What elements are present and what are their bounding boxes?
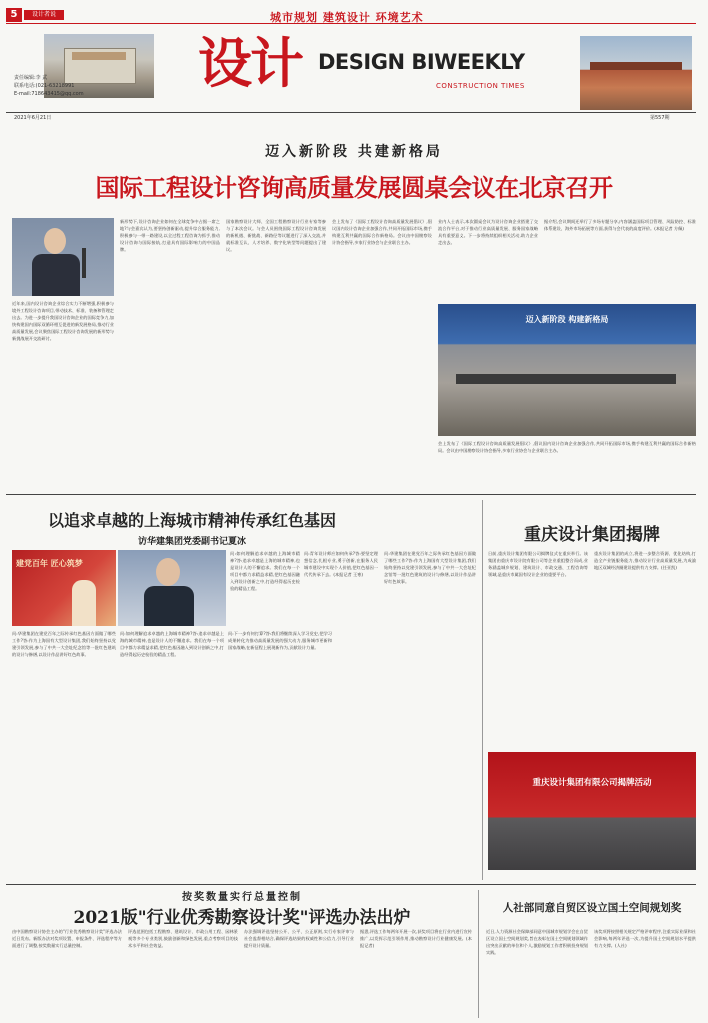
meeting-banner: 迈入新阶段 构建新格局 bbox=[525, 315, 609, 324]
lead-bottom-rule bbox=[6, 494, 696, 495]
lead-col-2: 新形势下,设计咨询企业如何在全球竞争中占据一席之地?与会嘉宾认为,要坚持创新驱动,提升综合服务能力,积极参与一带一路建设,以全过程工程咨询为抓手,推动设计咨询与国际接轨,打造具有国际影响力的中国品牌。 bbox=[120, 219, 220, 252]
shanghai-col-2: 问:如何理解追求卓越的上海城市精神?答:追求卓越是上海的城市精神,也是设计人的不懈追求。我们在每一个项目中都力求精益求精,把红色基因融入到设计创新之中,打造经得起历史检验的精品工程。 bbox=[120, 631, 224, 657]
shanghai-subtitle: 访华建集团党委副书记夏冰 bbox=[137, 537, 246, 547]
shanghai-col-5: 问:华建集团在建党百年之际传承红色基因方面做了哪些工作?答:作为上海国有大型设计集团,我们始终坚持以党建引领发展,参与了中共一大会址纪念馆等一批红色建筑的设计与修缮,以设计作品讲好红色故事。 bbox=[384, 551, 476, 584]
logo-en: DESIGN BIWEEKLY bbox=[318, 50, 525, 74]
shanghai-intro: 问:如何理解追求卓越的上海城市精神?答:追求卓越是上海的城市精神,也是设计人的不懈追求。我们在每一个项目中都力求精益求精,把红色基因融入到设计创新之中,打造经得起历史检验的精品工程。 bbox=[230, 551, 300, 591]
chongqing-headline: 重庆设计集团揭牌 bbox=[524, 525, 660, 545]
award-col-4: 据悉,评选工作每两年开展一次,获奖项目将在行业内进行宣传推广,以发挥示范引领作用,推动勘察设计行业健康发展。(本报记者) bbox=[360, 929, 472, 948]
mohrss-col-1: 近日,人力资源社会保障部同意中国城市规划学会在自贸区设立国土空间规划奖,旨在表彰在国土空间规划领域作出突出贡献的单位和个人,激励规划工作者积极投身规划实践。 bbox=[486, 929, 588, 955]
lead-photo-meeting bbox=[438, 304, 696, 436]
lead-col-7: 会上发布了《国际工程设计咨询高质量发展倡议》,倡议国内设计咨询企业加强合作,共同开拓国际市场,携手构建互利共赢的国际合作新格局。会议由中国勘察设计协会指导,多家行业协会与企业联合主办。 bbox=[438, 441, 696, 453]
bottom-section-rule bbox=[6, 884, 696, 885]
issue-date: 2021年6月21日 bbox=[14, 115, 52, 121]
mohrss-col-2: 该奖项将按照相关规定严格评审程序,注重实际业绩和社会影响,每两年评选一次,为提升国土空间规划水平提供有力支撑。(人社) bbox=[594, 929, 696, 948]
lead-col-6: 据介绍,会议期间还举行了多场专题分享,内容涵盖国际项目管理、风险防控、标准体系建设、海外市场拓展等方面,获得与会代表的高度评价。(本报记者 方佩) bbox=[544, 219, 696, 231]
chongqing-col-2: 重庆设计集团的成立,将进一步整合资源、优化结构,打造全产业链服务能力,推动设计行业高质量发展,为成渝地区双城经济圈建设提供有力支撑。(任亚凯) bbox=[594, 551, 696, 570]
page-tag: 设计者说 bbox=[24, 10, 64, 20]
award-kicker: 按奖数量实行总量控制 bbox=[182, 892, 302, 903]
shanghai-poster-photo bbox=[12, 550, 116, 626]
lead-photo-speaker bbox=[12, 218, 114, 296]
shanghai-col-3: 问:下一步有何打算?答:我们将继续深入学习党史,把学习成果转化为推动高质量发展的强大动力,服务城市更新和国家战略,在新征程上展现新作为,贡献设计力量。 bbox=[228, 631, 332, 650]
lead-col-4: 会上发布了《国际工程设计咨询高质量发展倡议》,倡议国内设计咨询企业加强合作,共同开拓国际市场,携手构建互利共赢的国际合作新格局。会议由中国勘察设计协会指导,多家行业协会与企业联合主办。 bbox=[332, 219, 432, 245]
logo-sub: CONSTRUCTION TIMES bbox=[436, 82, 525, 90]
lead-kicker: 迈入新阶段 共建新格局 bbox=[265, 144, 443, 160]
masthead-photo-right bbox=[580, 36, 692, 110]
logo-cn: 设计 bbox=[198, 32, 302, 95]
chongqing-col-1: 日前,重庆设计集团有限公司揭牌仪式在重庆举行。该集团由重庆市设计院有限公司等企业重组整合而成,业务涵盖城乡规划、建筑设计、市政交通、工程咨询等领域,是重庆市属国有设计企业的重要平台。 bbox=[488, 551, 588, 577]
lead-headline: 国际工程设计咨询高质量发展圆桌会议在北京召开 bbox=[95, 174, 613, 202]
mohrss-headline: 人社部同意自贸区设立国土空间规划奖 bbox=[502, 902, 682, 914]
page-number: 5 bbox=[10, 9, 18, 20]
section-divider bbox=[482, 500, 483, 880]
date-rule bbox=[6, 112, 696, 113]
lead-col-1: 近年来,国内设计咨询企业综合实力不断增强,积极参与境外工程设计咨询项目,带动技术、标准、装备和管理走出去。为进一步提升我国设计咨询企业的国际竞争力,加快构建国内国际双循环相互促进的新发展格局,推动行业高质量发展,会议聚焦国际工程设计咨询发展的新形势与新挑战展开交流研讨。 bbox=[12, 301, 114, 341]
shanghai-col-1: 问:华建集团在建党百年之际传承红色基因方面做了哪些工作?答:作为上海国有大型设计集团,我们始终坚持以党建引领发展,参与了中共一大会址纪念馆等一批红色建筑的设计与修缮,以设计作品讲好红色故事。 bbox=[12, 631, 116, 657]
award-col-3: 办法强调评选坚持公开、公平、公正原则,实行专家评审与社会监督相结合,确保评选结果的权威性和公信力,引导行业提升设计质量。 bbox=[244, 929, 354, 948]
editor-info: 责任编辑:李 武 联系电话:(021-63218991 E-mail:718643415@qq.com bbox=[14, 75, 84, 97]
page-number-badge bbox=[6, 8, 22, 22]
issue-number: 第557期 bbox=[650, 115, 670, 121]
lead-col-5: 业内人士表示,本次圆桌会议为设计咨询企业搭建了交流合作平台,对于推动行业高质量发展、服务国家战略具有重要意义。下一步将持续组织相关活动,助力企业走出去。 bbox=[438, 219, 538, 245]
shanghai-portrait-photo bbox=[118, 550, 226, 626]
bottom-divider bbox=[478, 890, 479, 1018]
award-col-2: 评选范围包括工程勘察、建筑设计、市政公用工程、园林景观等多个专业类别,鼓励创新和绿色发展,重点考察项目的技术水平和社会效益。 bbox=[128, 929, 238, 948]
shanghai-headline: 以追求卓越的上海城市精神传承红色基因 bbox=[47, 511, 336, 530]
poster-text: 建党百年 匠心筑梦 bbox=[16, 559, 83, 568]
shanghai-col-4: 问:青年设计师应如何传承?答:要坚定理想信念,扎根专业,勇于创新,在服务人民城市建设中实现个人价值,把红色基因一代代传承下去。(本报记者 王寒) bbox=[304, 551, 378, 577]
chongqing-ceremony-photo bbox=[488, 752, 696, 870]
lead-col-3: 国家勘察设计大师、全国工程勘察设计行业专家等参与了本次会议。与会人员围绕国际工程设计咨询发展的新机遇、新挑战、新路径等议题进行了深入交流,并就标准互认、人才培养、数字化转型等问题提出了建议。 bbox=[226, 219, 326, 252]
award-col-1: 由中国勘察设计协会主办的"行业优秀勘察设计奖"评选办法近日发布。新版办法对奖项设置、申报条件、评选程序等方面进行了调整,按奖数量实行总量控制。 bbox=[12, 929, 122, 948]
slogan: 城市规划 建筑设计 环境艺术 bbox=[270, 11, 424, 24]
award-headline: 2021版"行业优秀勘察设计奖"评选办法出炉 bbox=[73, 908, 411, 928]
ceremony-banner: 重庆设计集团有限公司揭牌活动 bbox=[532, 778, 652, 788]
